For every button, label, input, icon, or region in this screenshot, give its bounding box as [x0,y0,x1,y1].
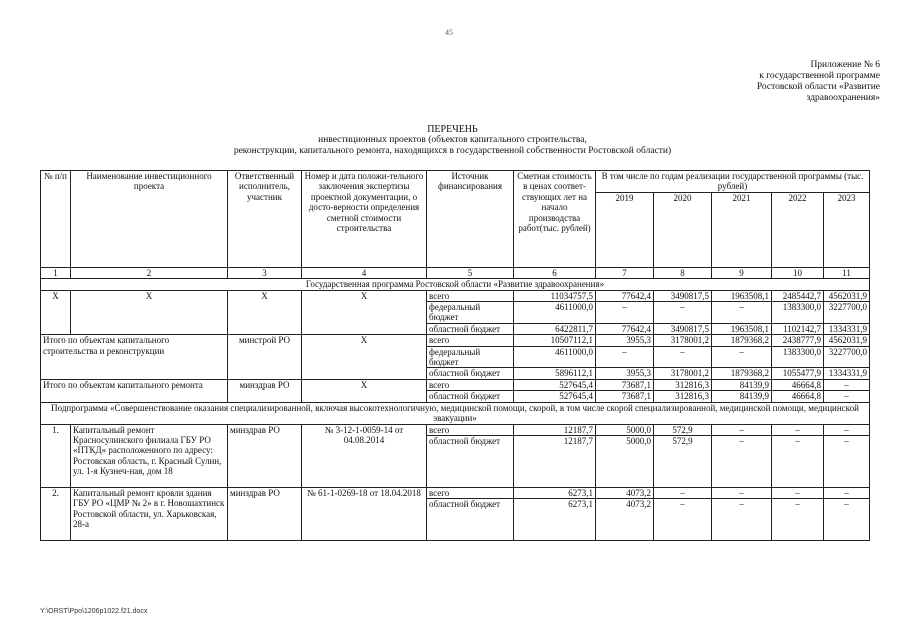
value-cell: 5000,0 [596,424,654,435]
source-cell: областной бюджет [427,323,514,334]
col-number: 6 [514,267,596,278]
value-cell: 527645,4 [514,379,596,390]
value-cell: 312816,3 [654,379,712,390]
value-cell: 46664,8 [772,391,824,402]
value-cell: 73687,1 [596,379,654,390]
header-year: 2022 [772,192,824,267]
col-number: 7 [596,267,654,278]
value-cell: 3490817,5 [654,323,712,334]
header-year: 2021 [712,192,772,267]
value-cell: 1383300,0 [772,302,824,324]
value-cell: – [654,499,712,541]
value-cell: 1963508,1 [712,323,772,334]
value-cell: 10507112,1 [514,335,596,346]
file-path-footer: Y:\ORST\Ppo\1206p1022.f21.docx [40,608,148,615]
value-cell: – [712,487,772,498]
appendix-line: к государственной программе [759,71,880,81]
source-cell: областной бюджет [427,435,514,487]
value-cell: – [824,499,870,541]
value-cell: 1102142,7 [772,323,824,334]
project-name: Капитальный ремонт Красносулинского филиала ГБУ РО «ПТКД» расположенного по адресу: Ростовская область, г. Красный Сулин, ул. 1-я Кузнеч-ная, дом 18 [71,424,228,487]
header-source: Источник финансирования [427,171,514,268]
column-numbers-row [41,267,870,278]
total-repair-label: Итого по объектам капитального ремонта [41,379,228,402]
value-cell: 6422811,7 [514,323,596,334]
header-name: Наименование инвестиционного проекта [71,171,228,268]
table-row [41,487,870,498]
x-mark: Х [41,290,71,335]
header-num: № п/п [41,171,71,268]
value-cell: – [712,302,772,324]
value-cell: 84139,9 [712,379,772,390]
value-cell: – [824,391,870,402]
col-number: 1 [41,267,71,278]
value-cell: 84139,9 [712,391,772,402]
value-cell: 6273,1 [514,487,596,498]
value-cell: 572,9 [654,435,712,487]
value-cell: 1055477,9 [772,368,824,379]
header-expertise: Номер и дата положи-тельного заключения экспертизы проектной документации, о досто-верности определения сметной стоимости строительства [302,171,427,268]
page-number: 45 [445,28,453,37]
header-responsible: Ответственный исполнитель, участник [228,171,302,268]
value-cell: – [824,379,870,390]
col-number: 11 [824,267,870,278]
value-cell: – [824,435,870,487]
source-cell: всего [427,424,514,435]
value-cell: – [772,487,824,498]
investment-projects-table [40,170,870,541]
project-name: Капитальный ремонт кровли здания ГБУ РО «ЦМР № 2» в г. Новошахтинск Ростовской области, ул. Харьковская, 28-а [71,487,228,540]
title-line: реконструкции, капитального ремонта, находящихся в государственной собственности Ростовской области) [233,146,672,156]
value-cell: 73687,1 [596,391,654,402]
value-cell: 2438777,9 [772,335,824,346]
table-row [41,290,870,301]
x-mark: Х [71,290,228,335]
header-years-group: В том числе по годам реализации государственной программы (тыс. рублей) [596,171,870,193]
header-year: 2020 [654,192,712,267]
col-number: 4 [302,267,427,278]
value-cell: 12187,7 [514,424,596,435]
col-number: 2 [71,267,228,278]
appendix-note [670,60,880,104]
x-mark: Х [302,290,427,335]
header-year: 2019 [596,192,654,267]
value-cell: 4073,2 [596,487,654,498]
value-cell: – [654,346,712,368]
value-cell: 3490817,5 [654,290,712,301]
value-cell: 6273,1 [514,499,596,541]
table-row [41,335,870,346]
value-cell: 3955,3 [596,368,654,379]
value-cell: 527645,4 [514,391,596,402]
value-cell: – [712,435,772,487]
expertise-cell: № 3-12-1-0059-14 от 04.08.2014 [302,424,427,487]
value-cell: 3227700,0 [824,302,870,324]
responsible-cell: минздрав РО [228,487,302,540]
value-cell: 12187,7 [514,435,596,487]
total-construction-label: Итого по объектам капитального строительства и реконструкции [41,335,228,380]
value-cell: 572,9 [654,424,712,435]
section-row [41,402,870,424]
value-cell: 1963508,1 [712,290,772,301]
value-cell: 77642,4 [596,290,654,301]
value-cell: 11034757,5 [514,290,596,301]
source-cell: федеральный бюджет [427,346,514,368]
table-row [41,379,870,390]
value-cell: 3178001,2 [654,368,712,379]
col-number: 10 [772,267,824,278]
value-cell: 312816,3 [654,391,712,402]
x-mark: Х [302,335,427,380]
source-cell: областной бюджет [427,499,514,541]
value-cell: 77642,4 [596,323,654,334]
title-heading: ПЕРЕЧЕНЬ [427,124,478,135]
value-cell: 1879368,2 [712,335,772,346]
value-cell: 5896112,1 [514,368,596,379]
title-line: инвестиционных проектов (объектов капитального строительства, [318,135,587,145]
responsible-cell: минздрав РО [228,424,302,487]
value-cell: 5000,0 [596,435,654,487]
value-cell: 4611000,0 [514,346,596,368]
value-cell: 3227700,0 [824,346,870,368]
value-cell: 4562031,9 [824,335,870,346]
value-cell: 1383300,0 [772,346,824,368]
col-number: 3 [228,267,302,278]
value-cell: – [772,435,824,487]
source-cell: всего [427,487,514,498]
project-num: 1. [41,424,71,487]
header-year: 2023 [824,192,870,267]
value-cell: – [596,302,654,324]
col-number: 9 [712,267,772,278]
value-cell: 2485442,7 [772,290,824,301]
value-cell: 4562031,9 [824,290,870,301]
value-cell: 3955,3 [596,335,654,346]
value-cell: – [772,424,824,435]
header-cost: Сметная стоимость в ценах соответ-ствующих лет на начало производства работ(тыс. рублей) [514,171,596,268]
value-cell: 46664,8 [772,379,824,390]
source-cell: федеральный бюджет [427,302,514,324]
table-row [41,424,870,435]
value-cell: – [712,346,772,368]
responsible-cell: минздрав РО [228,379,302,402]
project-num: 2. [41,487,71,540]
section-row [41,279,870,290]
value-cell: 3178001,2 [654,335,712,346]
source-cell: областной бюджет [427,391,514,402]
source-cell: областной бюджет [427,368,514,379]
value-cell: – [654,302,712,324]
responsible-cell: минстрой РО [228,335,302,380]
value-cell: 1334331,9 [824,368,870,379]
col-number: 5 [427,267,514,278]
source-cell: всего [427,379,514,390]
x-mark: Х [302,379,427,402]
value-cell: 1879368,2 [712,368,772,379]
appendix-line: Ростовской области «Развитие [756,82,880,92]
header-row [41,171,870,193]
value-cell: – [596,346,654,368]
x-mark: Х [228,290,302,335]
appendix-line: Приложение № 6 [810,60,880,70]
value-cell: – [824,424,870,435]
value-cell: – [772,499,824,541]
value-cell: 4611000,0 [514,302,596,324]
value-cell: – [824,487,870,498]
col-number: 8 [654,267,712,278]
section-title: Подпрограмма «Совершенствование оказания специализированной, включая высокотехнологичную, медицинской помощи, скорой, в том числе скорой специализированной, медицинской помощи, медицинской эвакуации» [41,402,870,424]
expertise-cell: № 61-1-0269-18 от 18.04.2018 [302,487,427,540]
value-cell: – [712,499,772,541]
value-cell: 4073,2 [596,499,654,541]
value-cell: 1334331,9 [824,323,870,334]
source-cell: всего [427,335,514,346]
value-cell: – [654,487,712,498]
source-cell: всего [427,290,514,301]
section-title: Государственная программа Ростовской области «Развитие здравоохранения» [41,279,870,290]
value-cell: – [712,424,772,435]
document-title [150,124,755,157]
appendix-line: здравоохранения» [806,93,880,103]
